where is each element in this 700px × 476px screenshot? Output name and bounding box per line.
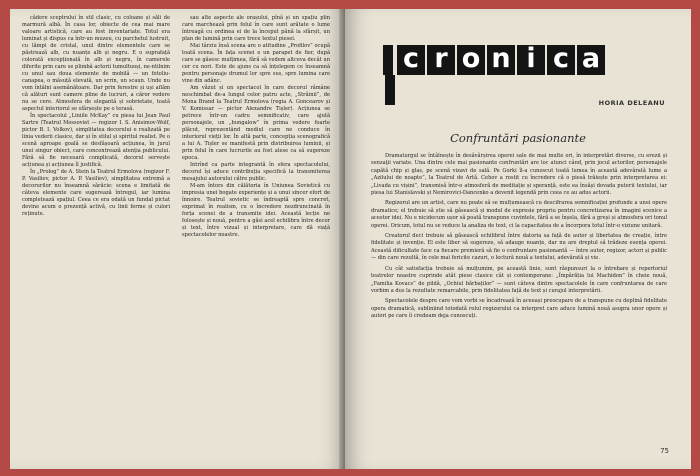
title-bar-block xyxy=(383,45,393,75)
article-body xyxy=(371,153,667,324)
title-letter: a xyxy=(577,45,605,75)
left-col-2-paragraph: Mai târziu însă scena are o atitudine „Profilov” ocupă toată scena. În fața scenei e un parapet de fier, după care se găsesc mulțimea, fără să vedem altceva decât un cer cu nori. Este de ajuns ca să înțelegem ce înseamnă pentru personaje drumul lor spre sus, spre lumina care vine din adânc. xyxy=(182,43,330,84)
article-paragraph: Creatorul deci trebuie să găsească echilibrul între datoria sa față de autor și libertatea de creație, între fidelitate și invenție. El este liber să sugereze, să adauge nuanțe, dar nu are dreptul să trădeze esența operei. Această dificultate face ca fiecare premieră să fie o confruntare pasionantă — între autor, regizor, actori și public — din care rezultă, în cele mai fericite cazuri, o lectură nouă a textului, adevărată și vie. xyxy=(371,233,667,262)
article-title: Confruntări pasionante xyxy=(450,131,586,145)
left-col-1-paragraph: cădere sceptrului în stil clasic, cu coloane și săli de marmură albă. În casa lor, obiecte de cea mai mare valoare artistică, care au fost inventariate. Totul era luminat și dispus ca într-un muzeu, cu parchetul lustruit, cu lămpi de cristal, unul dintre elementele care se păstrează alb, cu nuanțe alb și negru. E o suprafață colorată excepțională în alb și negru, în camerele diferite prin care se plimbă actorii tumultuoși, ne-ntilnim cu unul sau doua elemente de mobilă — un fotoliu-canapea, o măsuță elevată, un scrin, un scaun. Unde nu vom întâlni asemănătoare. Dar prin ferestre și uși aflăm că alături sunt camere pline de lucruri, a căror vedere nu se cere. Atmosfera de elegantă și sobrietate, toată aspectul interiorul se sfârșește pe o terasă. xyxy=(22,15,170,112)
article-paragraph: Regizorul are un artist, care nu poate să se mulțumească cu descifrarea semnificației profunde a unei opere dramatice; el trebuie să știe să găsească și modul de expresie propriu pentru concretizarea în imagini scenice a acestor idei. Nu e nicidecum ușor să poată transpune cuvintele, fără a se înșela, fără a greși și atmosfera ori tonul operei. Oricum, totul nu se reduce la analiza de text, ci la capacitatea de a încorpora totul într-o viziune unitară. xyxy=(371,200,667,229)
title-letter: c xyxy=(547,45,575,75)
left-page xyxy=(10,9,345,469)
title-letter: n xyxy=(487,45,515,75)
right-page xyxy=(345,9,691,469)
left-col-2-paragraph: Am văzut și un spectacol în care decorul rămâne neschimbat de-a lungul celor patru acte, „Străinii”, de Mona Brand la Teatrul Ermolova (regia A. Goncearov și V. Komissar — pictor Alexandre Tișler). Acțiunea se petrece într-un cadru semnificativ, care ajută personajele, un „bungalow” în prima vedere foarte plăcut, reprezentând mediul care ne conduce în interiorul vieții lor. În altă parte, concepția scenografică a lui A. Tișler se manifestă prin distribuirea luminii, și prin felul în care lucrurile au fost alese ca să sugereze epoca. xyxy=(182,85,330,161)
title-letter: o xyxy=(457,45,485,75)
left-col-1-paragraph: În spectacolul „Liniile McKay” cu piesa lui Jean Paul Sartre (Teatrul Mossoviet — regizor I. S. Anisimov-Wolf, pictor B. I. Volkov), simplitatea decorului e realizată pe linia vederii clasice, dar și în stilul și spiritul realist. Pe o scenă aproape goală se desfășoară acțiunea, în jurul unui singur obiect, care concentrează atenția publicului. Fără să fie necesară complicată, decorul servește acțiunea și acțiunea îl justifică. xyxy=(22,113,170,168)
left-column-1 xyxy=(22,15,170,218)
left-col-2-paragraph: sau alte aspecte ale orașului, pînă și un spațiu plin care marchează prin felul în care sunt arătate o lume întreagă cu ordinea ei de la început până la sfârșit, un plan de lumină prin care trece textul piesei. xyxy=(182,15,330,42)
left-col-1-paragraph: În „Prolog” de A. Stein la Teatrul Ermolova (regizor F. P. Vasiliev, pictor A. P. Vasiliev), simplitatea extremă a decorurilor nu înseamnă sărăcie: scena e limitată de câteva elemente care sugerează întregul, iar lumina completează spațiul. Ceea ce era odată un fundal pictat devine acum o prezență activă, cu linii ferme și culori reținute. xyxy=(22,169,170,217)
article-paragraph: Cu cât satisfacția trebuie să mulțumim, pe această linie, sunt răspunsuri la o întrebare și repertoriul teatrelor noastre cuprinde atât piese clasice cât și contemporane: „Împărăția lui Machidon” în cheie nouă, „Familia Kovacs” de pildă, „Ochiul bărbaților” — sunt câteva dintre spectacolele în care confruntarea de care vorbim a dus la rezultate remarcabile, prin fidelitatea față de text și curajul interpretării. xyxy=(371,265,667,294)
title-letter: r xyxy=(427,45,455,75)
left-col-2-paragraph: Intrînd ca parte integrantă în sfera spectacolului, decorul își aduce contribuția specifică la transmiterea mesajului autorului către public. xyxy=(182,162,330,182)
author-name: HORIA DELEANU xyxy=(598,99,665,107)
left-col-2-paragraph: M-am întors din călătoria în Uniunea Sovietică cu impresia unei bogate experiențe și a unui sincer efort de înnoire. Teatrul sovietic se îndreaptă spre concret, exprimat în realism, cu o încredere nezdruncinată în forța scenei de a transmite idei. Această lecție ne folosește și nouă, pentru a găsi acel echilibru între decor și text, între vizual și interpretare, care dă viață spectacolelor noastre. xyxy=(182,183,330,238)
article-paragraph: Spectacolele despre care vom vorbi se încadrează în aceeași preocupare de a transpune cu deplină fidelitate opera dramatică, subliniind totodată rolul regizorului ca interpret care aduce lumină nouă asupra unor opere și autori pe care îi credeam deja cunoscuți. xyxy=(371,298,667,320)
title-bar-block xyxy=(385,75,395,105)
article-paragraph: Dramaturgul se întâlnește în desăvârșirea operei sale de mai multe ori, în interpretări diverse, cu erezii și senzaţii variate. Una dintre cele mai pasionante confruntări are loc atunci când, prin jocul actorilor, personajele capătă chip și glas, pe scenă vizavi de sală. Pe Gorki îl-a cunoscut toată lumea în această adevărată lume a „Azilului de noapte”, la Teatrul de Artă. Cehov a rostit cu încredere că o piesă trăiește prin interpretarea ei: „Livada cu vișini”, transmisă într-o atmosferă de meditație și speranță, este ea însăși dovada puterii textului, iar piesa lui Stanislavski și Nemirovici-Dancenko a devenit legendă prin ceea ce au adus actorii. xyxy=(371,153,667,197)
title-letter: i xyxy=(517,45,545,75)
left-column-2 xyxy=(182,15,330,239)
page-number: 75 xyxy=(660,447,669,455)
title-letter: c xyxy=(397,45,425,75)
section-title-cronica xyxy=(383,45,613,83)
